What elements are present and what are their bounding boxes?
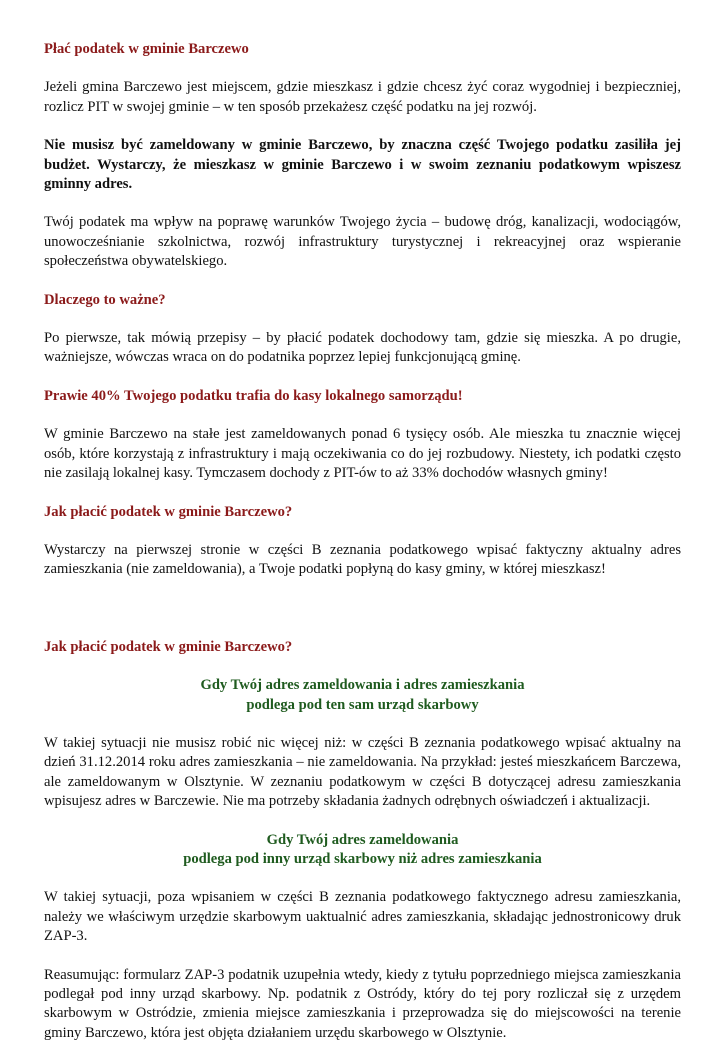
- how-heading-1: Jak płacić podatek w gminie Barczewo?: [44, 503, 293, 520]
- document-page: [44, 40, 681, 1043]
- case2-heading-line2: podlega pod inny urząd skarbowy niż adres zamieszkania: [183, 850, 542, 867]
- intro-paragraph: Jeżeli gmina Barczewo jest miejscem, gdzie mieszkasz i gdzie chcesz żyć coraz wygodniej i bezpieczniej, rozlicz PIT w swojej gminie – w ten sposób przekażesz część podatku na jej rozwój.: [44, 79, 681, 115]
- why-heading: Dlaczego to ważne?: [44, 291, 166, 308]
- case2-heading-line1: Gdy Twój adres zameldowania: [266, 831, 459, 848]
- how-paragraph-1: Wystarczy na pierwszej stronie w części B zeznania podatkowego wpisać faktyczny aktualny adres zamieszkania (nie zameldowania), a Twoje podatki popłyną do kasy gminy, w której mieszkasz!: [44, 541, 681, 578]
- summary-paragraph: Reasumując: formularz ZAP-3 podatnik uzupełnia wtedy, kiedy z tytułu poprzedniego miejsca zamieszkania podlegał pod inny urząd skarbowy. Np. podatnik z Ostródy, który do tej pory rozliczał się z urzędem skarbowym w Ostródzie, zmienia miejsce zamieszkania i przeprowadza się do miejscowości na terenie gminy Barczewo, która jest objęta działaniem urzędu skarbowego w Olsztynie.: [44, 966, 681, 1041]
- how-heading-2: Jak płacić podatek w gminie Barczewo?: [44, 638, 293, 655]
- case1-paragraph: W takiej sytuacji nie musisz robić nic więcej niż: w części B zeznania podatkowego wpisać aktualny na dzień 31.12.2014 roku adres zamieszkania – nie zameldowania. Na przykład: jesteś mieszkańcem Barczewa, ale zameldowanym w Olsztynie. W zeznaniu podatkowym w części B dotyczącej adresu zamieszkania wpisujesz adres w Barczewie. Nie ma potrzeby składania żadnych odrębnych oświadczeń i aktualizacji.: [44, 734, 681, 810]
- case2-paragraph: W takiej sytuacji, poza wpisaniem w części B zeznania podatkowego faktycznego adresu zamieszkania, należy we właściwym urzędzie skarbowym uaktualnić adres zamieszkania, składając jednostronicowy druk ZAP-3.: [44, 889, 681, 945]
- bold-notice-paragraph: Nie musisz być zameldowany w gminie Barczewo, by znaczna część Twojego podatku zasiliła jej budżet. Wystarczy, że mieszkasz w gminie Barczewo i w swoim zeznaniu podatkowym wpiszesz gminny adres.: [44, 137, 681, 193]
- case1-heading-line1: Gdy Twój adres zameldowania i adres zamieszkania: [200, 677, 525, 694]
- percent-heading: Prawie 40% Twojego podatku trafia do kasy lokalnego samorządu!: [44, 387, 463, 404]
- case1-heading-line2: podlega pod ten sam urząd skarbowy: [246, 696, 479, 713]
- impact-paragraph: Twój podatek ma wpływ na poprawę warunków Twojego życia – budowę dróg, kanalizacji, wodociągów, unowocześnianie szkolnictwa, rozwój infrastruktury turystycznej i rekreacyjnej oraz wspieranie społeczeństwa obywatelskiego.: [44, 214, 681, 270]
- why-paragraph: Po pierwsze, tak mówią przepisy – by płacić podatek dochodowy tam, gdzie się mieszka. A po drugie, ważniejsze, wówczas wraca on do podatnika poprzez lepiej funkcjonującą gminę.: [44, 330, 681, 366]
- percent-paragraph: W gminie Barczewo na stałe jest zameldowanych ponad 6 tysięcy osób. Ale mieszka tu znacznie więcej osób, które korzystają z infrastruktury i mają oczekiwania co do jej rozbudowy. Niestety, ich podatki często nie zasilają lokalnej kasy. Tymczasem dochody z PIT-ów to aż 33% dochodów własnych gminy!: [44, 426, 681, 482]
- page-title: Płać podatek w gminie Barczewo: [44, 41, 249, 57]
